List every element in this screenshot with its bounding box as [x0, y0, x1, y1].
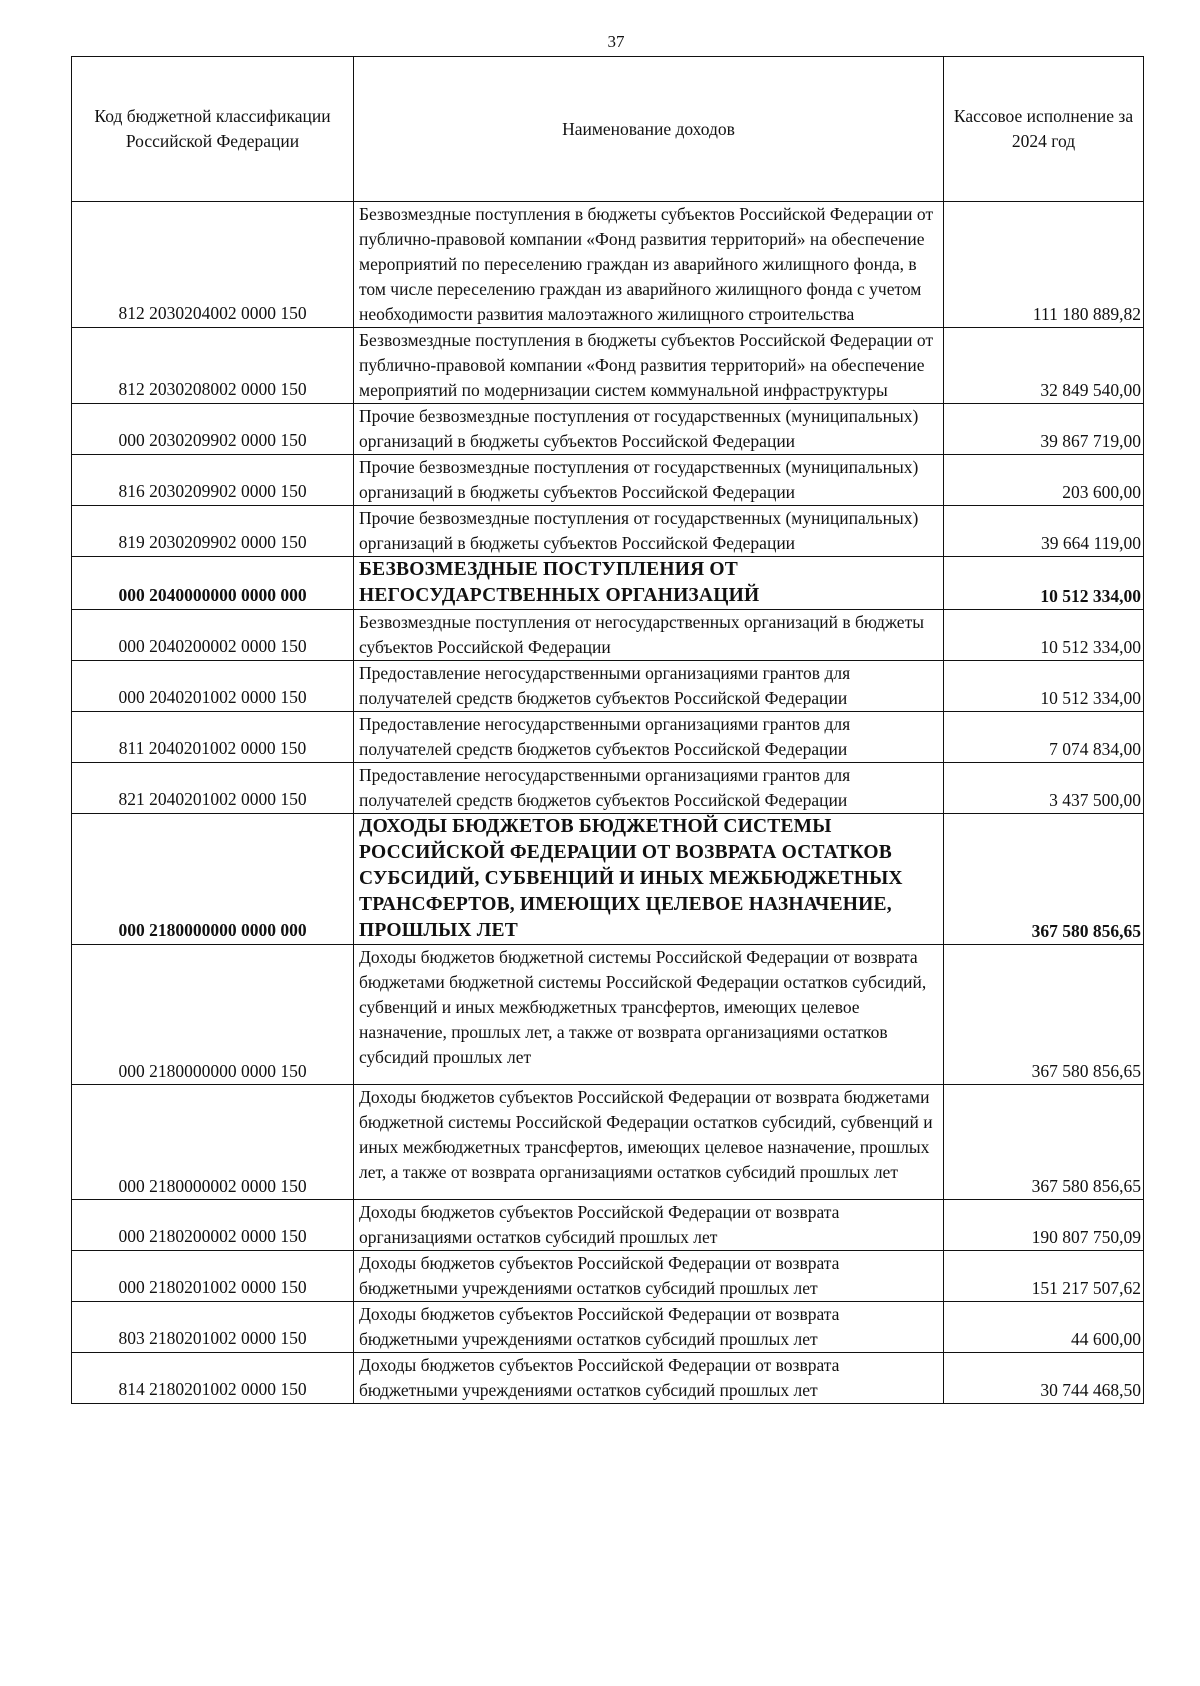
row-code: 814 2180201002 0000 150 — [72, 1353, 354, 1404]
row-code: 821 2040201002 0000 150 — [72, 763, 354, 814]
row-code: 000 2040200002 0000 150 — [72, 610, 354, 661]
row-sum: 7 074 834,00 — [944, 712, 1144, 763]
row-code: 000 2040000000 0000 000 — [72, 557, 354, 610]
table-row — [72, 1251, 1144, 1302]
table-row — [72, 661, 1144, 712]
row-code: 819 2030209902 0000 150 — [72, 506, 354, 557]
row-name: Доходы бюджетов субъектов Российской Федерации от возврата бюджетными учреждениями остатков субсидий прошлых лет — [354, 1353, 944, 1404]
row-sum: 32 849 540,00 — [944, 328, 1144, 404]
header-code: Код бюджетной классификации Российской Федерации — [72, 57, 354, 202]
row-name-text: Доходы бюджетов субъектов Российской Федерации от возврата бюджетами бюджетной системы Российской Федерации остатков субсидий, субвенций и иных межбюджетных трансфертов, имеющих целевое назначение, прошлых лет, а также от возврата организациями остатков субсидий прошлых лет — [359, 1087, 933, 1182]
row-sum: 10 512 334,00 — [944, 610, 1144, 661]
row-code: 000 2040201002 0000 150 — [72, 661, 354, 712]
row-sum: 367 580 856,65 — [944, 814, 1144, 945]
table-row — [72, 1200, 1144, 1251]
row-sum: 111 180 889,82 — [944, 202, 1144, 328]
row-code: 000 2180000000 0000 000 — [72, 814, 354, 945]
row-code: 811 2040201002 0000 150 — [72, 712, 354, 763]
row-code: 000 2180000002 0000 150 — [72, 1085, 354, 1200]
row-sum: 10 512 334,00 — [944, 661, 1144, 712]
page-number: 37 — [607, 32, 625, 51]
row-sum: 367 580 856,65 — [944, 1085, 1144, 1200]
row-name — [354, 945, 944, 1085]
row-code: 000 2180201002 0000 150 — [72, 1251, 354, 1302]
table-row — [72, 1085, 1144, 1200]
table-row — [72, 945, 1144, 1085]
income-table-container — [71, 56, 1143, 1404]
row-sum: 3 437 500,00 — [944, 763, 1144, 814]
row-code: 000 2180000000 0000 150 — [72, 945, 354, 1085]
row-sum: 367 580 856,65 — [944, 945, 1144, 1085]
row-code: 000 2180200002 0000 150 — [72, 1200, 354, 1251]
table-row — [72, 455, 1144, 506]
table-header-row — [72, 57, 1144, 202]
table-row — [72, 328, 1144, 404]
table-row — [72, 404, 1144, 455]
row-name — [354, 1085, 944, 1200]
table-row — [72, 712, 1144, 763]
row-name: Безвозмездные поступления в бюджеты субъектов Российской Федерации от публично-правовой компании «Фонд развития территорий» на обеспечение мероприятий по переселению граждан из аварийного жилищного фонда, в том числе переселению граждан из аварийного жилищного фонда с учетом необходимости развития малоэтажного жилищного строительства — [354, 202, 944, 328]
row-name: Предоставление негосударственными организациями грантов для получателей средств бюджетов субъектов Российской Федерации — [354, 763, 944, 814]
row-name: БЕЗВОЗМЕЗДНЫЕ ПОСТУПЛЕНИЯ ОТ НЕГОСУДАРСТВЕННЫХ ОРГАНИЗАЦИЙ — [354, 557, 944, 610]
row-code: 000 2030209902 0000 150 — [72, 404, 354, 455]
income-table — [71, 56, 1144, 1404]
row-sum: 39 664 119,00 — [944, 506, 1144, 557]
table-row — [72, 1302, 1144, 1353]
header-sum: Кассовое исполнение за 2024 год — [944, 57, 1144, 202]
row-name: Предоставление негосударственными организациями грантов для получателей средств бюджетов субъектов Российской Федерации — [354, 712, 944, 763]
row-code: 812 2030204002 0000 150 — [72, 202, 354, 328]
row-name: Безвозмездные поступления от негосударственных организаций в бюджеты субъектов Российской Федерации — [354, 610, 944, 661]
table-row-section — [72, 557, 1144, 610]
row-name: Прочие безвозмездные поступления от государственных (муниципальных) организаций в бюджеты субъектов Российской Федерации — [354, 455, 944, 506]
row-name: Доходы бюджетов субъектов Российской Федерации от возврата бюджетными учреждениями остатков субсидий прошлых лет — [354, 1251, 944, 1302]
table-row — [72, 1353, 1144, 1404]
row-sum: 39 867 719,00 — [944, 404, 1144, 455]
table-row-section — [72, 814, 1144, 945]
row-sum: 203 600,00 — [944, 455, 1144, 506]
row-name: ДОХОДЫ БЮДЖЕТОВ БЮДЖЕТНОЙ СИСТЕМЫ РОССИЙСКОЙ ФЕДЕРАЦИИ ОТ ВОЗВРАТА ОСТАТКОВ СУБСИДИЙ, СУБВЕНЦИЙ И ИНЫХ МЕЖБЮДЖЕТНЫХ ТРАНСФЕРТОВ, ИМЕЮЩИХ ЦЕЛЕВОЕ НАЗНАЧЕНИЕ, ПРОШЛЫХ ЛЕТ — [354, 814, 944, 945]
row-name-text: Доходы бюджетов бюджетной системы Российской Федерации от возврата бюджетами бюджетной системы Российской Федерации остатков субсидий, субвенций и иных межбюджетных трансфертов, имеющих целевое назначение, прошлых лет, а также от возврата организациями остатков субсидий прошлых лет — [359, 947, 927, 1067]
table-row — [72, 610, 1144, 661]
row-sum: 30 744 468,50 — [944, 1353, 1144, 1404]
row-code: 812 2030208002 0000 150 — [72, 328, 354, 404]
row-sum: 151 217 507,62 — [944, 1251, 1144, 1302]
table-row — [72, 202, 1144, 328]
row-sum: 10 512 334,00 — [944, 557, 1144, 610]
row-name: Доходы бюджетов субъектов Российской Федерации от возврата организациями остатков субсидий прошлых лет — [354, 1200, 944, 1251]
row-name: Безвозмездные поступления в бюджеты субъектов Российской Федерации от публично-правовой компании «Фонд развития территорий» на обеспечение мероприятий по модернизации систем коммунальной инфраструктуры — [354, 328, 944, 404]
header-name: Наименование доходов — [354, 57, 944, 202]
row-sum: 44 600,00 — [944, 1302, 1144, 1353]
table-row — [72, 506, 1144, 557]
table-row — [72, 763, 1144, 814]
row-name: Прочие безвозмездные поступления от государственных (муниципальных) организаций в бюджеты субъектов Российской Федерации — [354, 404, 944, 455]
row-code: 816 2030209902 0000 150 — [72, 455, 354, 506]
row-code: 803 2180201002 0000 150 — [72, 1302, 354, 1353]
row-sum: 190 807 750,09 — [944, 1200, 1144, 1251]
row-name: Предоставление негосударственными организациями грантов для получателей средств бюджетов субъектов Российской Федерации — [354, 661, 944, 712]
row-name: Доходы бюджетов субъектов Российской Федерации от возврата бюджетными учреждениями остатков субсидий прошлых лет — [354, 1302, 944, 1353]
row-name: Прочие безвозмездные поступления от государственных (муниципальных) организаций в бюджеты субъектов Российской Федерации — [354, 506, 944, 557]
